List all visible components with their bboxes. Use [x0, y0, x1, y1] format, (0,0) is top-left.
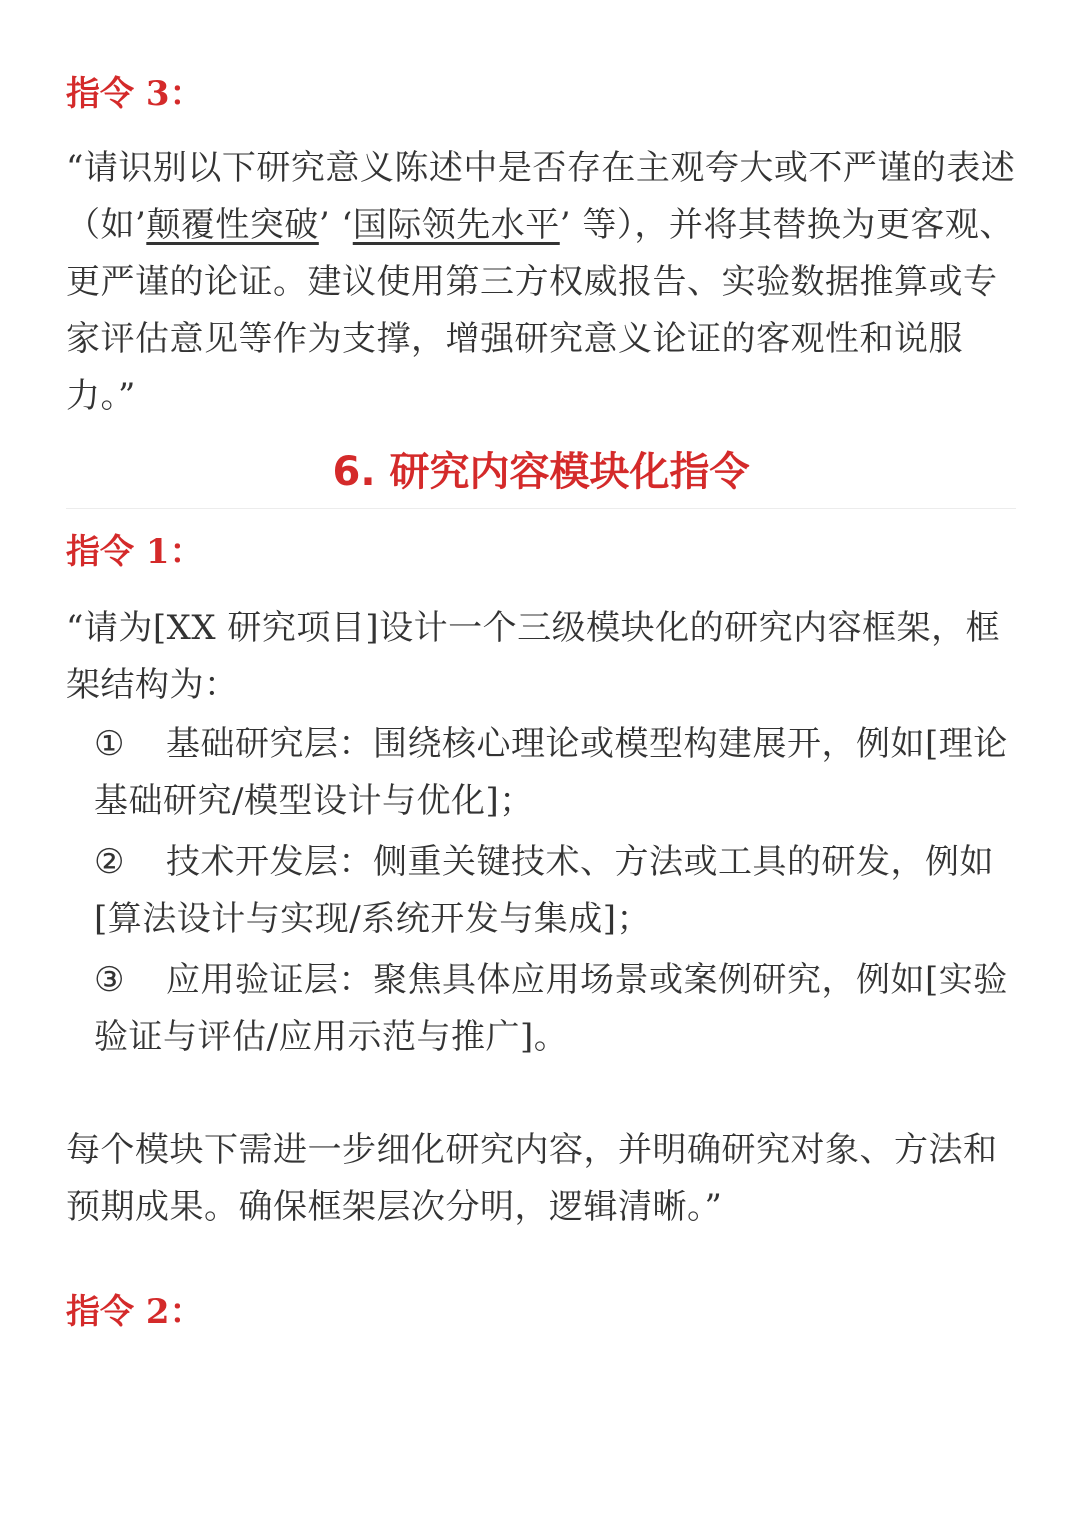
item-2-text: 技术开发层：侧重关键技术、方法或工具的研发，例如[算法设计与实现/系统开发与集成]；: [94, 842, 994, 939]
instruction-1-label: 指令 1：: [66, 532, 204, 572]
instruction-1-intro: “请为[XX 研究项目]设计一个三级模块化的研究内容框架，框架结构为：: [66, 608, 1001, 705]
instruction-3-label: 指令 3：: [66, 74, 204, 114]
instruction-1-tail: 每个模块下需进一步细化研究内容，并明确研究对象、方法和预期成果。确保框架层次分明，逻辑清晰。”: [66, 1130, 998, 1227]
framework-item-2: [94, 834, 1016, 948]
item-3-text: 应用验证层：聚焦具体应用场景或案例研究，例如[实验验证与评估/应用示范与推广]。: [94, 960, 1008, 1057]
item-2-number: ②: [94, 842, 125, 882]
framework-item-1: [94, 716, 1016, 830]
instruction-3-text-part-a: “请识别以下研究意义陈述中是否存在主观夸大或不严谨的表述（如’: [66, 148, 1016, 245]
underlined-term-1: 颠覆性突破: [146, 205, 319, 245]
item-1-number: ①: [94, 724, 125, 764]
instruction-2-label: 指令 2：: [66, 1292, 204, 1332]
instruction-3-text-part-c: ’ 等），并将其替换为更客观、更严谨的论证。建议使用第三方权威报告、实验数据推算或专家评估意见等作为支撑，增强研究意义论证的客观性和说服力。”: [66, 205, 1014, 416]
heading-divider: [66, 508, 1016, 509]
instruction-3-text: [66, 140, 1016, 425]
item-1-text: 基础研究层：围绕核心理论或模型构建展开，例如[理论基础研究/模型设计与优化]；: [94, 724, 1008, 821]
underlined-term-2: 国际领先水平: [352, 205, 560, 245]
instruction-3-text-part-b: ’ ‘: [318, 205, 353, 245]
item-3-number: ③: [94, 960, 125, 1000]
framework-item-3: [94, 952, 1016, 1066]
section-6-heading: 6. 研究内容模块化指令: [332, 449, 750, 495]
